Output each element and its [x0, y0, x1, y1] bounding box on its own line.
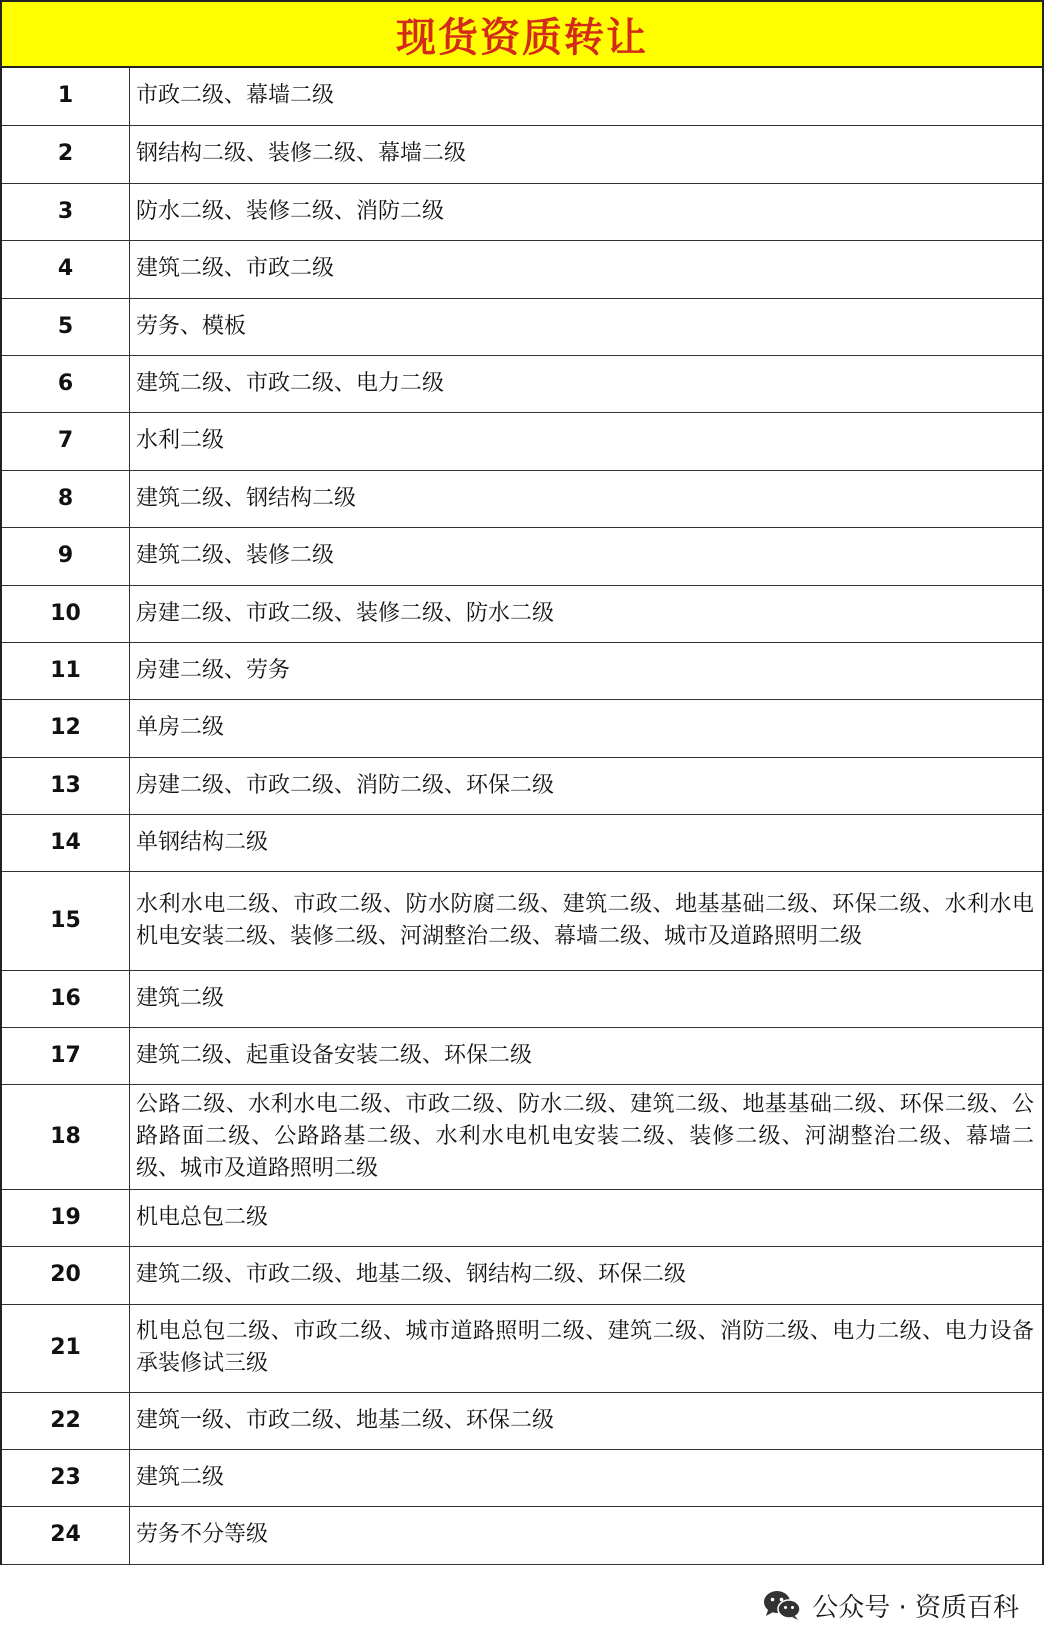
row-description: 房建二级、劳务	[130, 642, 1043, 699]
row-number: 14	[2, 814, 130, 871]
row-number: 7	[2, 412, 130, 470]
row-number: 5	[2, 298, 130, 355]
row-number: 11	[2, 642, 130, 699]
table-row	[2, 757, 1042, 814]
wechat-icon	[762, 1589, 802, 1621]
row-description: 劳务不分等级	[130, 1506, 1043, 1564]
row-description: 建筑二级	[130, 1449, 1043, 1506]
row-number: 6	[2, 355, 130, 412]
row-description: 水利二级	[130, 412, 1043, 470]
row-number: 19	[2, 1189, 130, 1246]
wechat-watermark	[762, 1583, 1019, 1627]
row-description: 市政二级、幕墙二级	[130, 68, 1043, 125]
page-title: 现货资质转让	[396, 14, 648, 61]
table-row	[2, 470, 1042, 527]
table-row	[2, 1027, 1042, 1084]
row-number: 16	[2, 970, 130, 1027]
row-description: 公路二级、水利水电二级、市政二级、防水二级、建筑二级、地基基础二级、环保二级、公路路面二级、公路路基二级、水利水电机电安装二级、装修二级、河湖整治二级、幕墙二级、城市及道路照明二级	[130, 1084, 1043, 1189]
row-number: 18	[2, 1084, 130, 1189]
row-number: 13	[2, 757, 130, 814]
row-description: 机电总包二级、市政二级、城市道路照明二级、建筑二级、消防二级、电力二级、电力设备承装修试三级	[130, 1304, 1043, 1392]
row-number: 20	[2, 1246, 130, 1304]
table-row	[2, 355, 1042, 412]
table-row	[2, 642, 1042, 699]
row-description: 钢结构二级、装修二级、幕墙二级	[130, 125, 1043, 183]
table-row	[2, 970, 1042, 1027]
row-description: 房建二级、市政二级、消防二级、环保二级	[130, 757, 1043, 814]
table-row	[2, 125, 1042, 183]
row-number: 23	[2, 1449, 130, 1506]
row-number: 9	[2, 527, 130, 585]
row-description: 建筑二级、钢结构二级	[130, 470, 1043, 527]
table-row	[2, 585, 1042, 642]
row-number: 4	[2, 240, 130, 298]
table-row	[2, 68, 1042, 125]
row-description: 建筑二级、市政二级、电力二级	[130, 355, 1043, 412]
table-row	[2, 1304, 1042, 1392]
table-row	[2, 1392, 1042, 1449]
row-number: 21	[2, 1304, 130, 1392]
qualification-table	[2, 68, 1042, 1565]
table-row	[2, 240, 1042, 298]
row-number: 12	[2, 699, 130, 757]
row-description: 建筑二级、装修二级	[130, 527, 1043, 585]
table-row	[2, 1246, 1042, 1304]
row-number: 24	[2, 1506, 130, 1564]
row-number: 3	[2, 183, 130, 240]
table-row	[2, 183, 1042, 240]
table-row	[2, 1506, 1042, 1564]
row-description: 建筑一级、市政二级、地基二级、环保二级	[130, 1392, 1043, 1449]
row-description: 单房二级	[130, 699, 1043, 757]
watermark-text: 公众号 · 资质百科	[812, 1592, 1019, 1623]
row-description: 单钢结构二级	[130, 814, 1043, 871]
row-description: 建筑二级、市政二级、地基二级、钢结构二级、环保二级	[130, 1246, 1043, 1304]
row-number: 22	[2, 1392, 130, 1449]
row-number: 8	[2, 470, 130, 527]
table-row	[2, 1189, 1042, 1246]
table-row	[2, 1084, 1042, 1189]
row-number: 10	[2, 585, 130, 642]
row-number: 1	[2, 68, 130, 125]
row-description: 建筑二级、起重设备安装二级、环保二级	[130, 1027, 1043, 1084]
row-description: 劳务、模板	[130, 298, 1043, 355]
row-description: 机电总包二级	[130, 1189, 1043, 1246]
title-bar	[2, 0, 1042, 68]
row-description: 防水二级、装修二级、消防二级	[130, 183, 1043, 240]
table-row	[2, 527, 1042, 585]
table-row	[2, 298, 1042, 355]
table-row	[2, 871, 1042, 970]
table-row	[2, 814, 1042, 871]
row-description: 水利水电二级、市政二级、防水防腐二级、建筑二级、地基基础二级、环保二级、水利水电机电安装二级、装修二级、河湖整治二级、幕墙二级、城市及道路照明二级	[130, 871, 1043, 970]
table-row	[2, 412, 1042, 470]
row-description: 建筑二级、市政二级	[130, 240, 1043, 298]
table-row	[2, 1449, 1042, 1506]
row-number: 17	[2, 1027, 130, 1084]
row-number: 15	[2, 871, 130, 970]
row-description: 房建二级、市政二级、装修二级、防水二级	[130, 585, 1043, 642]
row-description: 建筑二级	[130, 970, 1043, 1027]
table-row	[2, 699, 1042, 757]
row-number: 2	[2, 125, 130, 183]
